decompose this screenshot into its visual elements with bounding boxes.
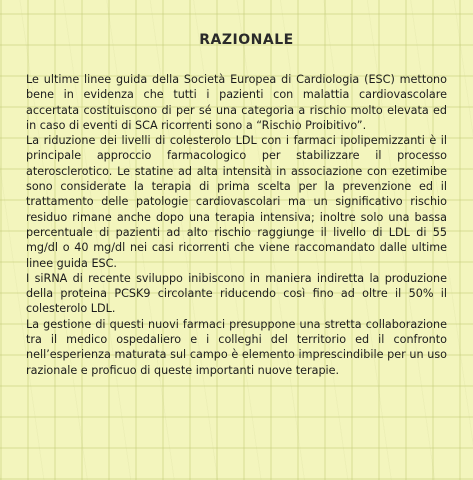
page-title: RAZIONALE	[199, 32, 294, 48]
document-body	[26, 72, 447, 378]
document-page	[26, 32, 447, 378]
paragraph-management: La gestione di questi nuovi farmaci presuppone una stretta collaborazione tra il medico ospedaliero e i colleghi del territorio ed il confronto nell’esperienza maturata sul campo è elemento imprescindibile per un uso razionale e proficuo di queste importanti nuove terapie.	[26, 317, 447, 377]
paragraph-esc-guidelines: Le ultime linee guida della Società Europea di Cardiologia (ESC) mettono bene in evidenza che tutti i pazienti con malattia cardiovascolare accertata costituiscono di per sé una categoria a rischio molto elevata ed in caso di eventi di SCA ricorrenti sono a “Rischio Proibitivo”.	[26, 73, 447, 132]
paragraph-ldl-reduction: La riduzione dei livelli di colesterolo LDL con i farmaci ipolipemizzanti è il principale approccio farmacologico per stabilizzare il processo aterosclerotico. Le statine ad alta intensità in associazione con ezetimibe sono considerate la terapia di prima scelta per la prevenzione ed il trattamento delle patologie cardiovascolari ma un significativo rischio residuo rimane anche dopo una terapia intensiva; inoltre solo una bassa percentuale di pazienti ad alto rischio raggiunge il livello di LDL di 55 mg/dl o 40 mg/dl nei casi ricorrenti che viene raccomandato dalle ultime linee guida ESC.	[26, 134, 447, 270]
paragraph-sirna: I siRNA di recente sviluppo inibiscono in maniera indiretta la produzione della proteina PCSK9 circolante riducendo così fino ad oltre il 50% il colesterolo LDL.	[26, 271, 447, 316]
